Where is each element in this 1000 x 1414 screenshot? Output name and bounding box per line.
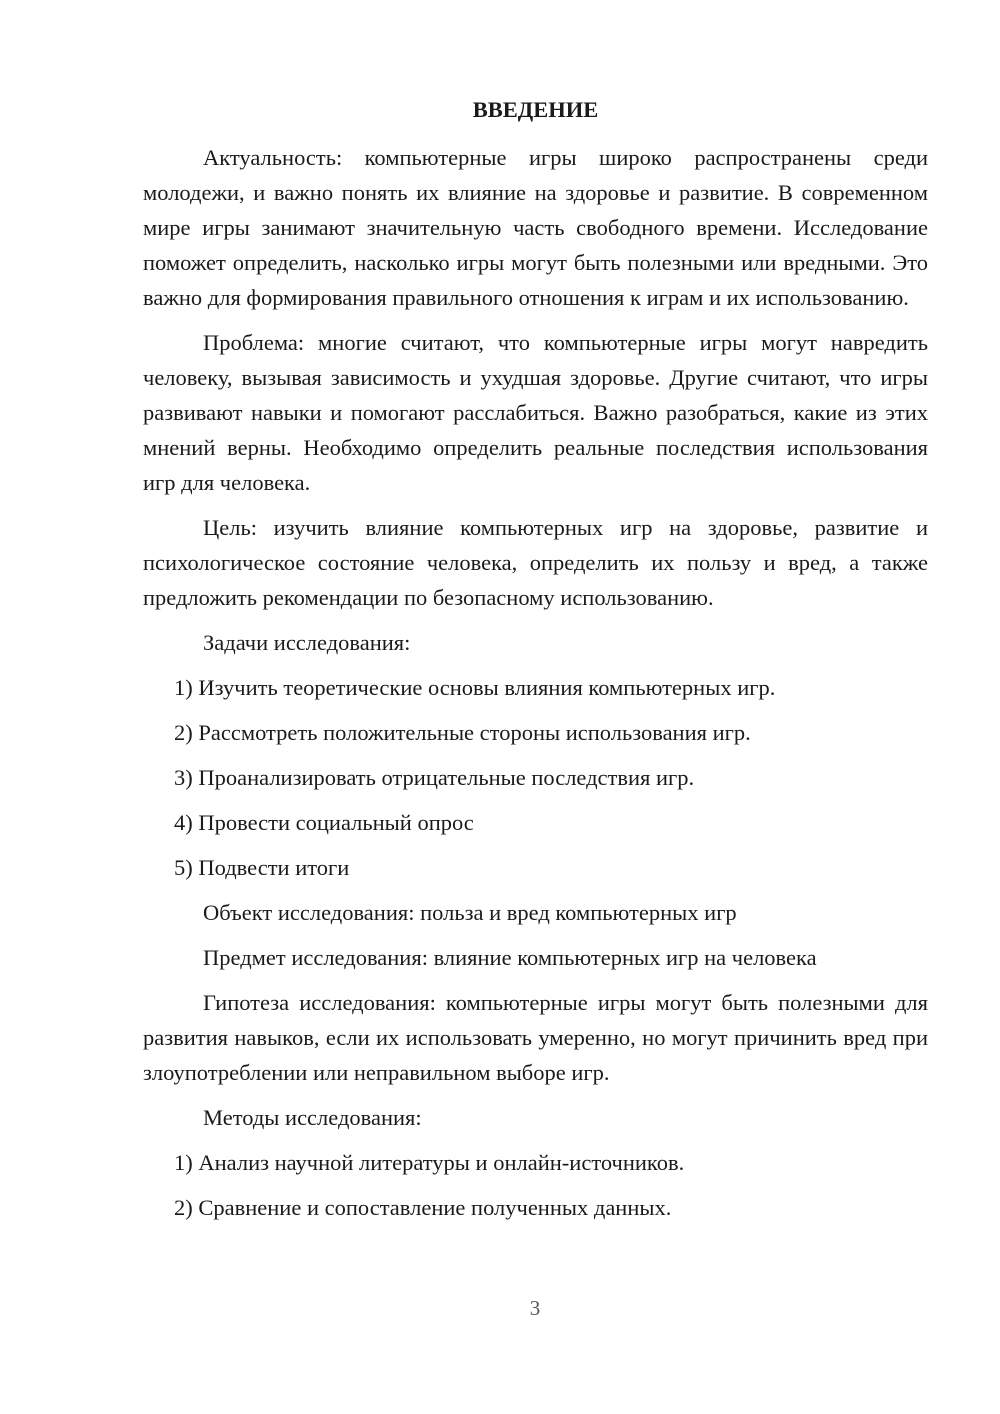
task-item: 3) Проанализировать отрицательные последствия игр. [174, 765, 695, 790]
task-item: 1) Изучить теоретические основы влияния компьютерных игр. [174, 675, 776, 700]
methods-heading: Методы исследования: [203, 1105, 422, 1130]
task-item: 4) Провести социальный опрос [174, 810, 474, 835]
tasks-list [143, 670, 928, 885]
hypothesis-paragraph: Гипотеза исследования: компьютерные игры могут быть полезными для развития навыков, если их использовать умеренно, но могут причинить вред при злоупотреблении или неправильном выборе игр. [143, 990, 928, 1085]
method-item: 1) Анализ научной литературы и онлайн-источников. [174, 1150, 685, 1175]
research-subject: Предмет исследования: влияние компьютерных игр на человека [203, 945, 817, 970]
goal-paragraph: Цель: изучить влияние компьютерных игр на здоровье, развитие и психологическое состояние человека, определить их пользу и вред, а также предложить рекомендации по безопасному использованию. [143, 515, 928, 610]
problem-paragraph: Проблема: многие считают, что компьютерные игры могут навредить человеку, вызывая зависимость и ухудшая здоровье. Другие считают, что игры развивают навыки и помогают расслабиться. Важно разобраться, какие из этих мнений верны. Необходимо определить реальные последствия использования игр для человека. [143, 330, 928, 495]
methods-list [143, 1145, 928, 1225]
tasks-heading: Задачи исследования: [203, 630, 411, 655]
method-item: 2) Сравнение и сопоставление полученных данных. [174, 1195, 672, 1220]
task-item: 5) Подвести итоги [174, 855, 350, 880]
document-page [143, 90, 928, 1235]
page-title: ВВЕДЕНИЕ [472, 97, 599, 122]
relevance-paragraph: Актуальность: компьютерные игры широко распространены среди молодежи, и важно понять их влияние на здоровье и развитие. В современном мире игры занимают значительную часть свободного времени. Исследование поможет определить, насколько игры могут быть полезными или вредными. Это важно для формирования правильного отношения к играм и их использованию. [143, 145, 928, 310]
page-number: 3 [529, 1296, 541, 1320]
research-object: Объект исследования: польза и вред компьютерных игр [203, 900, 737, 925]
task-item: 2) Рассмотреть положительные стороны использования игр. [174, 720, 751, 745]
